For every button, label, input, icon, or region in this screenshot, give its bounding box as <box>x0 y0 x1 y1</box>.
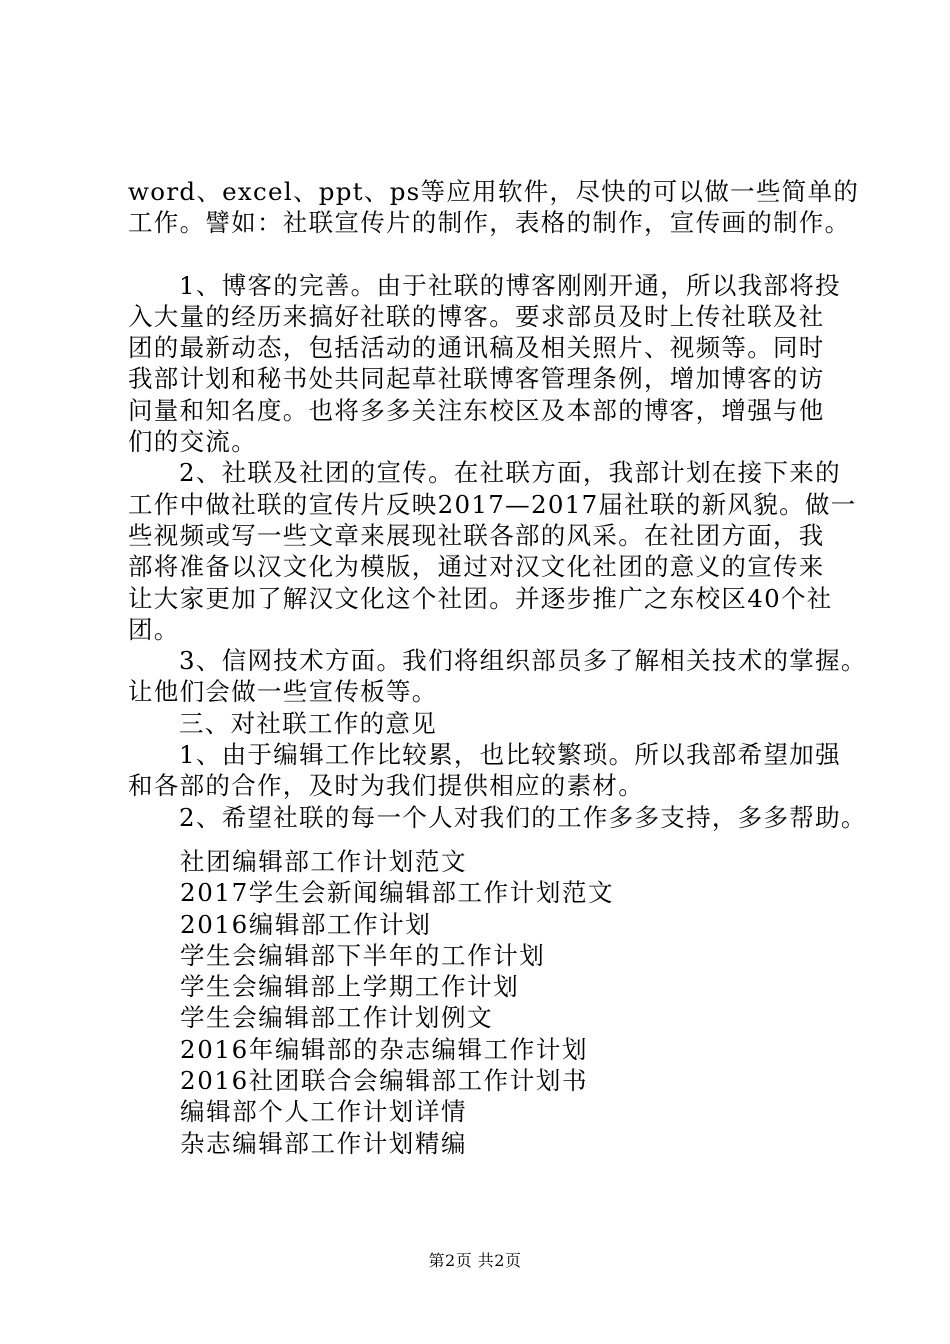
section2-line: 工作中做社联的宣传片反映2017—2017届社联的新风貌。做一 <box>128 489 857 519</box>
related-link[interactable]: 2017学生会新闻编辑部工作计划范文 <box>180 878 615 908</box>
section2-line: 部将准备以汉文化为模版，通过对汉文化社团的意义的宣传来 <box>128 552 825 582</box>
related-link[interactable]: 社团编辑部工作计划范文 <box>180 847 468 876</box>
section3-line: 让他们会做一些宣传板等。 <box>128 677 438 707</box>
section3-line: 3、信网技术方面。我们将组织部员多了解相关技术的掌握。 <box>179 646 867 676</box>
related-link[interactable]: 学生会编辑部工作计划例文 <box>180 1003 494 1033</box>
section1-line: 我部计划和秘书处共同起草社联博客管理条例，增加博客的访 <box>128 364 825 394</box>
intro-line: word、excel、ppt、ps等应用软件，尽快的可以做一些简单的 <box>128 177 860 206</box>
opinion1-line: 1、由于编辑工作比较累，也比较繁琐。所以我部希望加强 <box>179 740 841 770</box>
related-link[interactable]: 2016社团联合会编辑部工作计划书 <box>180 1066 589 1096</box>
section1-line: 1、博客的完善。由于社联的博客刚刚开通，所以我部将投 <box>179 270 841 300</box>
opinion1-line: 和各部的合作，及时为我们提供相应的素材。 <box>128 771 644 801</box>
related-link[interactable]: 学生会编辑部下半年的工作计划 <box>180 940 546 970</box>
intro-line: 工作。譬如：社联宣传片的制作，表格的制作，宣传画的制作。 <box>128 208 851 238</box>
section1-line: 入大量的经历来搞好社联的博客。要求部员及时上传社联及社 <box>128 301 825 331</box>
related-links-list <box>180 846 614 1159</box>
section1-line: 们的交流。 <box>128 427 257 457</box>
opinion2-line: 2、希望社联的每一个人对我们的工作多多支持，多多帮助。 <box>179 802 867 832</box>
related-link[interactable]: 编辑部个人工作计划详情 <box>180 1097 468 1127</box>
page-footer: 第2页 共2页 <box>428 1251 522 1270</box>
paragraph-gap <box>128 239 858 270</box>
related-link[interactable]: 2016年编辑部的杂志编辑工作计划 <box>180 1034 589 1064</box>
section-heading: 三、对社联工作的意见 <box>179 708 437 738</box>
section2-line: 让大家更加了解汉文化这个社团。并逐步推广之东校区40个社 <box>128 583 833 613</box>
section2-line: 2、社联及社团的宣传。在社联方面，我部计划在接下来的 <box>179 458 841 488</box>
document-body <box>128 176 867 833</box>
section1-line: 问量和知名度。也将多多关注东校区及本部的博客，增强与他 <box>128 395 825 425</box>
section2-line: 团。 <box>128 614 180 644</box>
related-link[interactable]: 杂志编辑部工作计划精编 <box>180 1128 468 1158</box>
related-link[interactable]: 2016编辑部工作计划 <box>180 909 432 939</box>
section2-line: 些视频或写一些文章来展现社联各部的风采。在社团方面，我 <box>128 520 825 550</box>
related-link[interactable]: 学生会编辑部上学期工作计划 <box>180 972 520 1002</box>
section1-line: 团的最新动态，包括活动的通讯稿及相关照片、视频等。同时 <box>128 333 825 363</box>
